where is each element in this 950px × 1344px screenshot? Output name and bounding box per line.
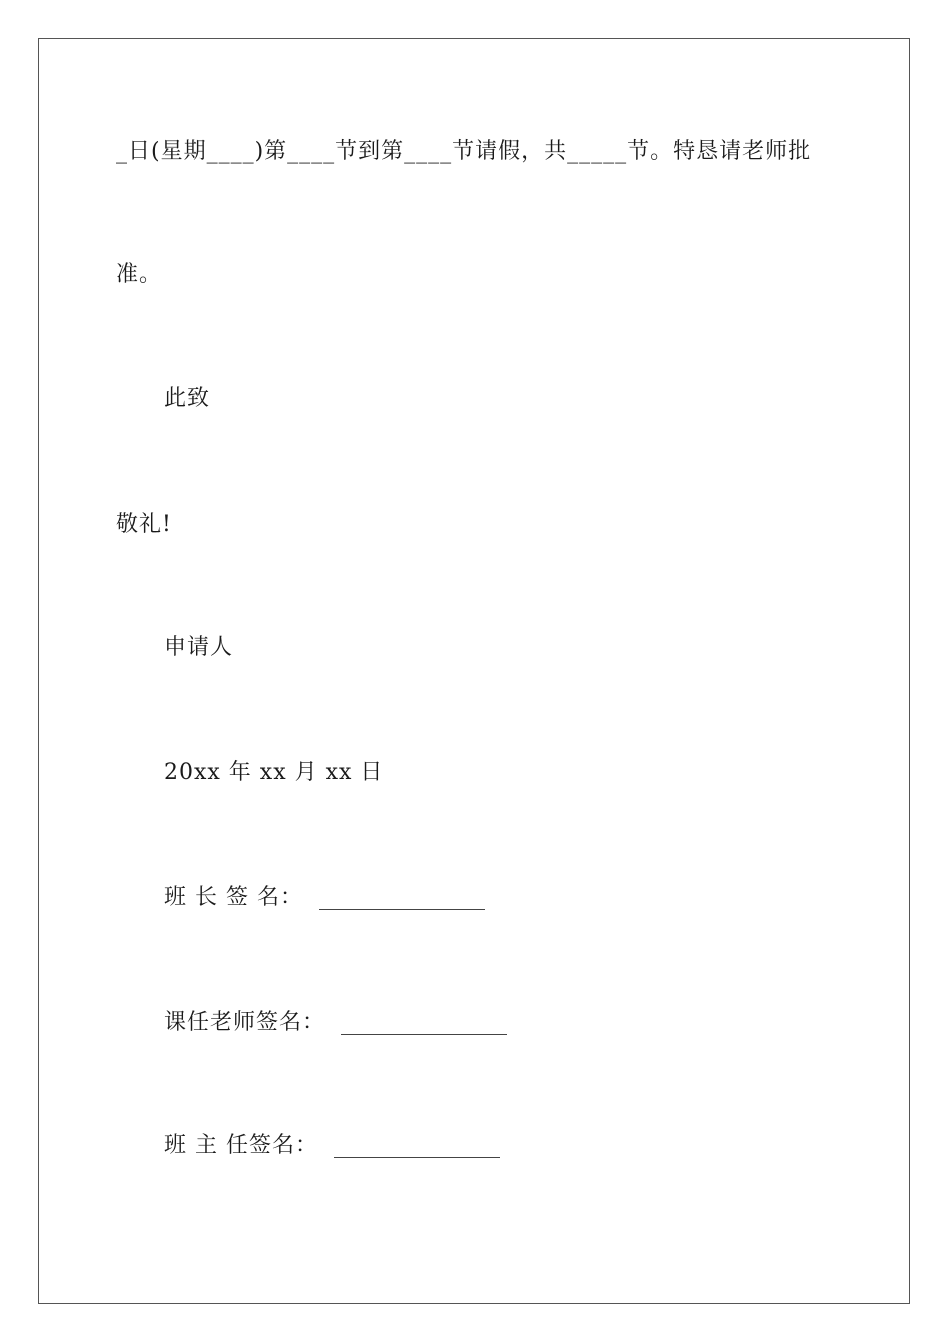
monitor-signature-label: 班 长 签 名： <box>164 885 303 910</box>
leave-request-text-continued: 准。 <box>116 262 163 287</box>
head-teacher-signature-label: 班 主 任签名： <box>164 1133 318 1158</box>
date-line: 20xx 年 xx 月 xx 日 <box>164 760 384 785</box>
monitor-signature-blank <box>319 887 485 910</box>
page-frame <box>38 38 910 1304</box>
head-teacher-signature-row <box>164 1131 500 1161</box>
teacher-signature-blank <box>341 1012 507 1035</box>
leave-request-text: _日(星期____)第____节到第____节请假，共_____节。特恳请老师批 <box>116 139 812 164</box>
head-teacher-signature-blank <box>334 1135 500 1158</box>
monitor-signature-row <box>164 883 485 913</box>
teacher-signature-row <box>164 1008 507 1038</box>
applicant-label: 申请人 <box>164 635 234 660</box>
closing-salutation: 此致 <box>164 386 211 411</box>
teacher-signature-label: 课任老师签名： <box>164 1010 326 1035</box>
closing-respect: 敬礼! <box>116 512 172 537</box>
